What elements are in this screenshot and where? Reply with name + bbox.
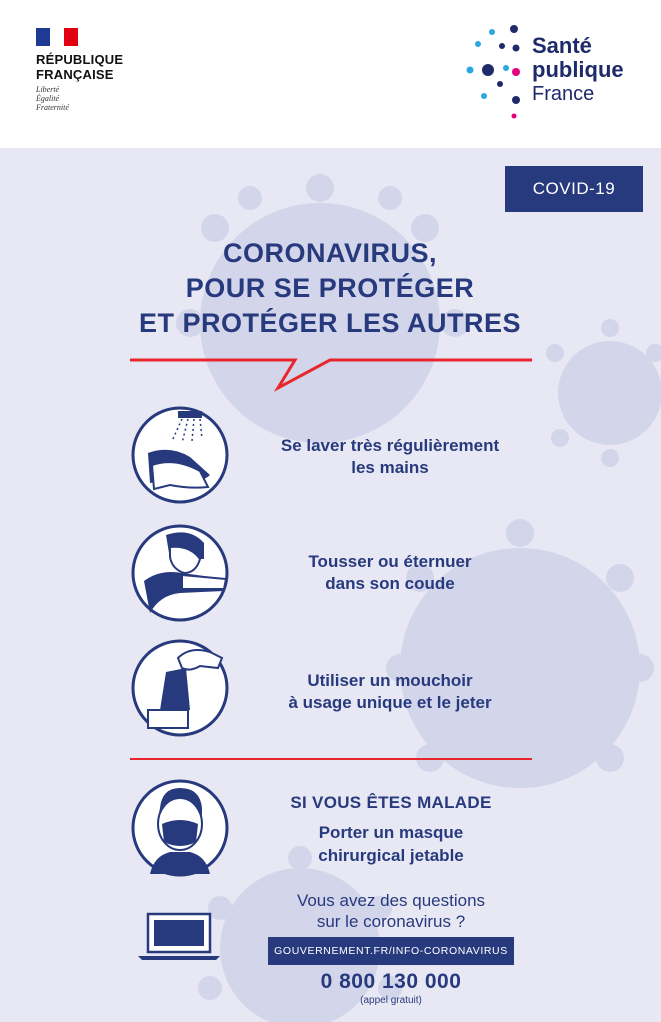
- malade-line1: Porter un masque: [318, 823, 464, 842]
- headline-line1: CORONAVIRUS,: [222, 238, 437, 268]
- questions-line2: sur le coronavirus ?: [316, 912, 466, 931]
- tissue-icon: [130, 638, 230, 738]
- spf-line3: France: [532, 83, 595, 105]
- malade-title: SI VOUS ÊTES MALADE: [290, 793, 492, 812]
- questions-text: [240, 890, 542, 932]
- header: [0, 0, 661, 148]
- item-cough-elbow: [240, 551, 540, 595]
- motto-fraternite: Fraternité: [36, 103, 69, 112]
- hand-washing-icon: [130, 405, 230, 505]
- spf-line2: publique: [532, 57, 624, 82]
- item-tissue-line1: Utiliser un mouchoir: [307, 671, 473, 690]
- poster-body: [0, 148, 661, 1022]
- motto-egalite: Égalité: [36, 94, 60, 103]
- spf-line1: Santé: [532, 33, 592, 58]
- elbow-cough-icon: [130, 523, 230, 623]
- item-cough-elbow-line2: dans son coude: [325, 574, 455, 593]
- section-divider: [130, 758, 532, 760]
- republique-title: [36, 52, 123, 82]
- republique-line2: FRANÇAISE: [36, 67, 114, 82]
- info-url-link[interactable]: GOUVERNEMENT.FR/INFO-CORONAVIRUS: [268, 937, 514, 965]
- republique-motto: [36, 85, 123, 112]
- item-wash-hands-line1: Se laver très régulièrement: [280, 436, 500, 455]
- item-cough-elbow-line1: Tousser ou éternuer: [308, 552, 472, 571]
- headline-line3: ET PROTÉGER LES AUTRES: [138, 308, 522, 338]
- questions-line1: Vous avez des questions: [296, 891, 486, 910]
- headline-line2: POUR SE PROTÉGER: [185, 273, 475, 303]
- malade-instructions: [240, 821, 542, 867]
- spf-dots-icon: [466, 24, 530, 124]
- headline: [60, 236, 600, 341]
- item-wash-hands-line2: les mains: [351, 458, 429, 477]
- laptop-icon: [136, 912, 222, 962]
- item-tissue-line2: à usage unique et le jeter: [288, 693, 492, 712]
- phone-number[interactable]: 0 800 130 000: [320, 970, 462, 993]
- sante-publique-france-logo: [466, 24, 646, 124]
- mask-icon: [130, 778, 230, 878]
- item-wash-hands: [240, 435, 540, 479]
- republique-francaise-logo: [36, 28, 123, 112]
- covid-badge: COVID-19: [505, 166, 643, 212]
- item-tissue: [240, 670, 540, 714]
- french-flag-icon: [36, 28, 78, 46]
- motto-liberte: Liberté: [36, 85, 60, 94]
- republique-line1: RÉPUBLIQUE: [36, 52, 124, 67]
- malade-line2: chirurgical jetable: [318, 846, 464, 865]
- phone-note: (appel gratuit): [360, 995, 422, 1006]
